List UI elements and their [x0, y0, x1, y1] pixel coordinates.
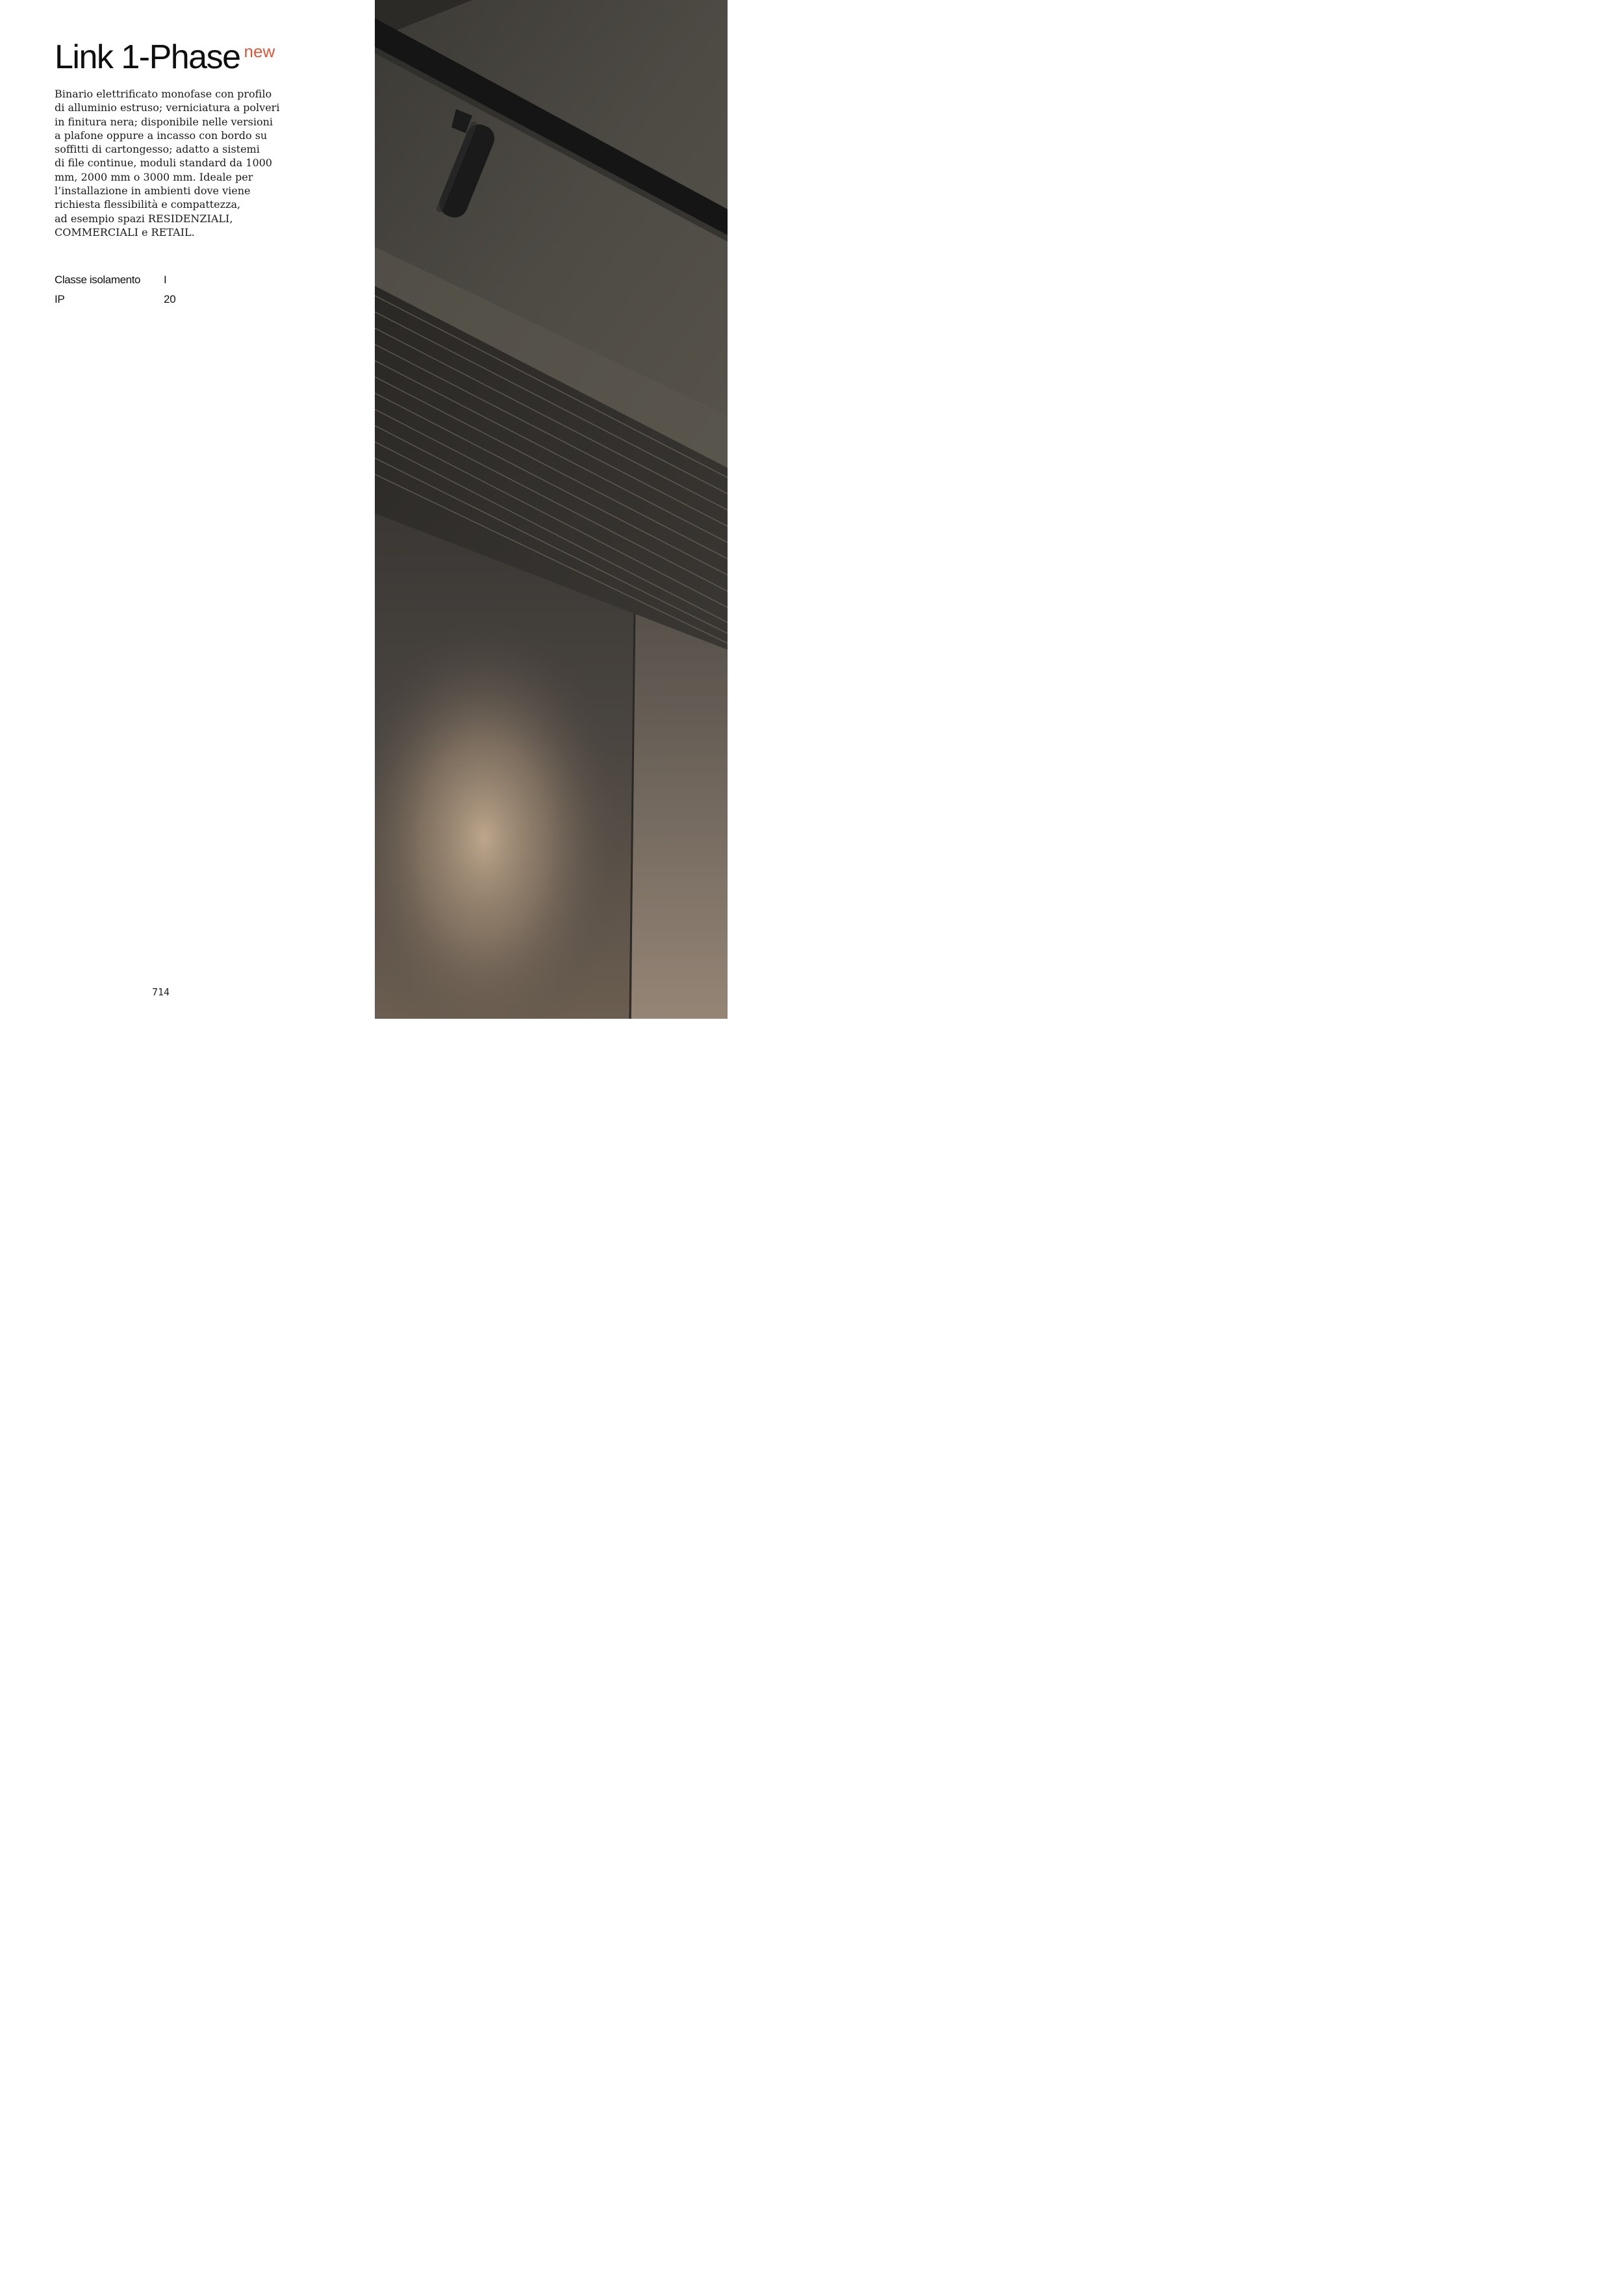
spec-row-insulation-class [55, 270, 176, 290]
spec-value: I [164, 274, 167, 286]
product-description: Binario elettrificato monofase con profilo di alluminio estruso; verniciatura a polveri in finitura nera; disponibile nelle versioni a plafone oppure a incasso con bordo su soffitti di cartongesso; adatto a sistemi di file continue, moduli standard da 1000 mm, 2000 mm o 3000 mm. Ideale per l’installazione in ambienti dove viene richiesta flessibilità e compattezza, ad esempio spazi RESIDENZIALI, COMMERCIALI e RETAIL. [55, 88, 280, 238]
spec-row-ip [55, 290, 176, 309]
spec-value: 20 [164, 293, 176, 305]
spec-table [55, 270, 176, 309]
page-number: 714 [152, 986, 170, 998]
product-photo-illustration [375, 0, 728, 1019]
new-badge: new [244, 42, 275, 61]
spec-label: IP [55, 293, 65, 305]
spec-label: Classe isolamento [55, 274, 141, 286]
title-row [55, 38, 275, 77]
text-column [0, 0, 375, 1019]
product-photo [375, 0, 728, 1019]
product-title: Link 1-Phase [55, 38, 240, 76]
